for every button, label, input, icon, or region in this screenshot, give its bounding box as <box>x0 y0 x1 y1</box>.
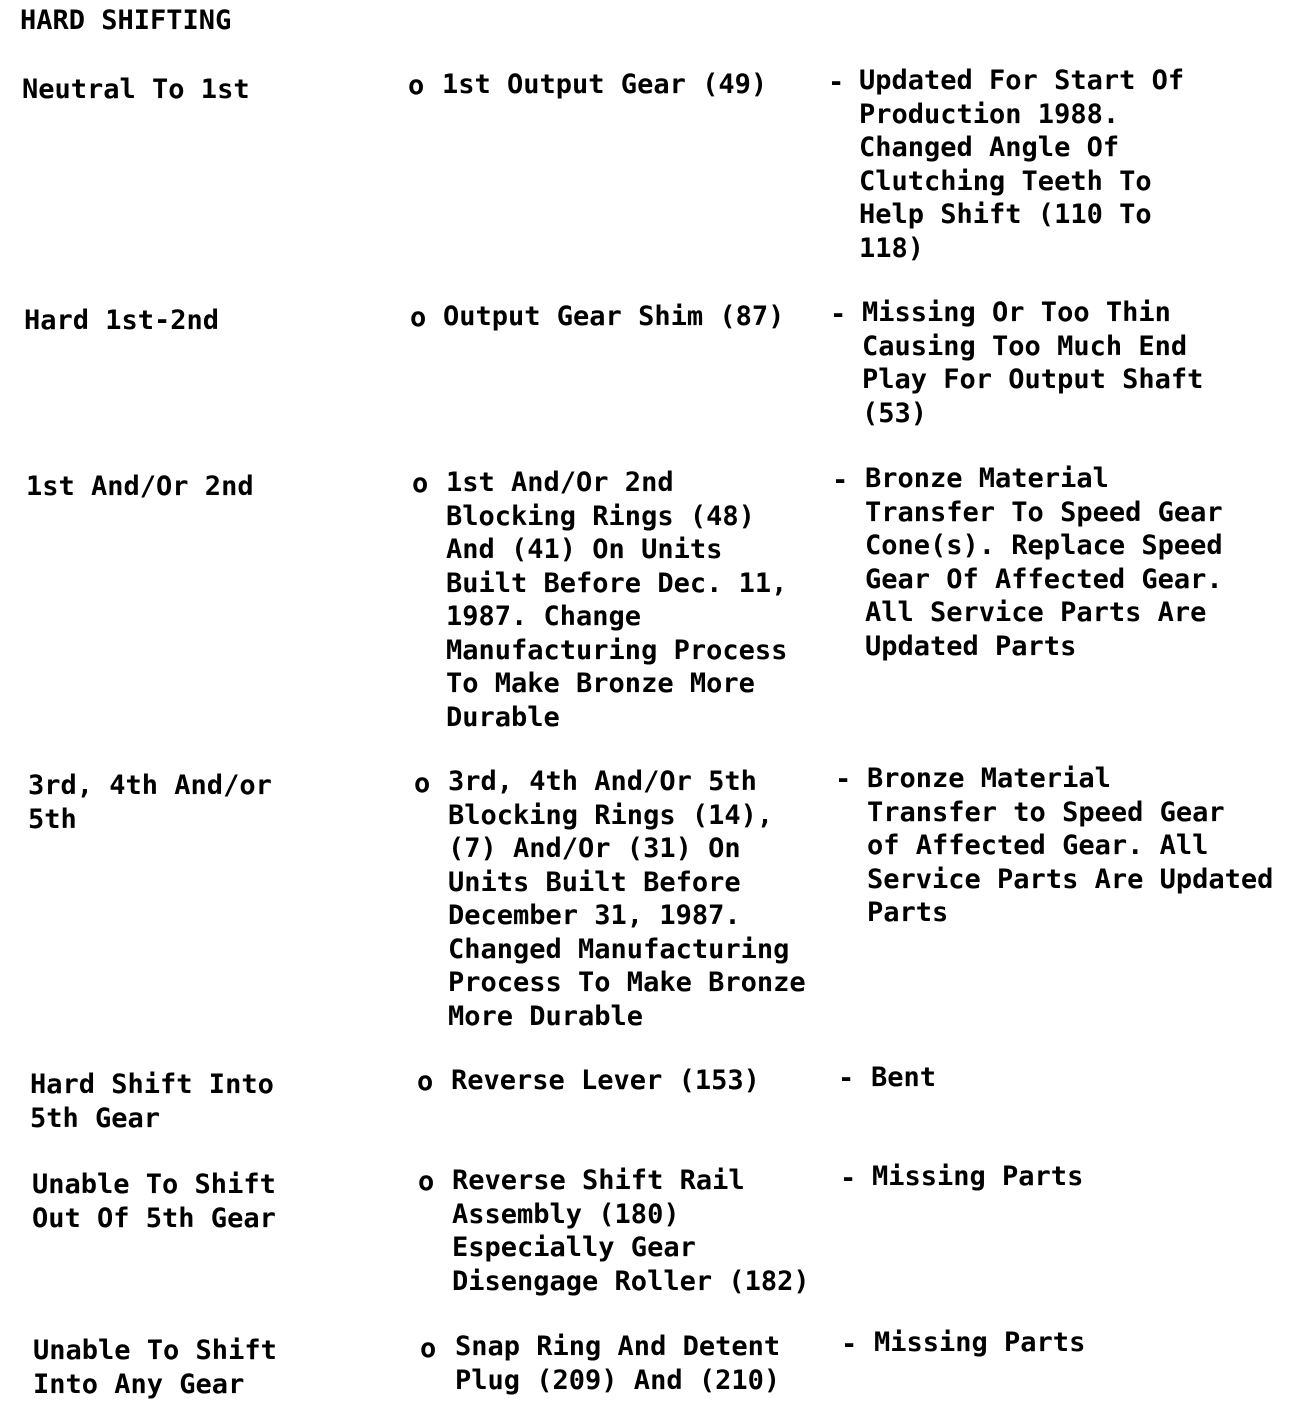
row-part: 3rd, 4th And/Or 5th Blocking Rings (14), (7) And/Or (31) On Units Built Before December 31, 1987. Changed Manufacturing Process To Make Bronze More Durable <box>448 766 806 1032</box>
row-symptom: Unable To Shift Out Of 5th Gear <box>32 1169 276 1234</box>
row-remark: Bent <box>871 1062 937 1093</box>
row-symptom: Hard 1st-2nd <box>24 305 220 336</box>
row-bullet: o <box>414 768 431 799</box>
row-remark: Bronze Material Transfer To Speed Gear Cone(s). Replace Speed Gear Of Affected Gear. All Service Parts Are Updated Parts <box>865 463 1223 662</box>
row-bullet: o <box>410 302 427 333</box>
row-dash: - <box>840 1163 857 1194</box>
row-bullet: o <box>420 1333 437 1364</box>
row-remark: Bronze Material Transfer to Speed Gear of Affected Gear. All Service Parts Are Updated Parts <box>867 763 1274 928</box>
row-dash: - <box>830 299 847 330</box>
row-symptom: Hard Shift Into 5th Gear <box>30 1069 274 1134</box>
row-bullet: o <box>412 468 429 499</box>
row-remark: Missing Parts <box>874 1327 1086 1358</box>
row-dash: - <box>828 67 845 98</box>
row-part: Snap Ring And Detent Plug (209) And (210) <box>455 1331 781 1396</box>
row-part: Reverse Lever (153) <box>451 1065 760 1096</box>
row-bullet: o <box>408 70 425 101</box>
row-remark: Missing Or Too Thin Causing Too Much End Play For Output Shaft (53) <box>862 297 1204 429</box>
row-part: 1st Output Gear (49) <box>442 69 768 100</box>
row-symptom: Unable To Shift Into Any Gear <box>33 1335 277 1400</box>
row-remark: Updated For Start Of Production 1988. Changed Angle Of Clutching Teeth To Help Shift (110 To 118) <box>859 65 1185 264</box>
row-symptom: 1st And/Or 2nd <box>26 471 254 502</box>
row-bullet: o <box>417 1066 434 1097</box>
row-symptom: 3rd, 4th And/or 5th <box>28 770 272 835</box>
row-part: Output Gear Shim (87) <box>443 301 785 332</box>
section-title: HARD SHIFTING <box>20 5 232 36</box>
row-part: 1st And/Or 2nd Blocking Rings (48) And (41) On Units Built Before Dec. 11, 1987. Change Manufacturing Process To Make Bronze More Durable <box>446 467 788 733</box>
row-dash: - <box>835 764 852 795</box>
row-symptom: Neutral To 1st <box>22 74 250 105</box>
row-dash: - <box>841 1329 858 1360</box>
row-bullet: o <box>418 1166 435 1197</box>
row-dash: - <box>832 465 849 496</box>
row-part: Reverse Shift Rail Assembly (180) Especially Gear Disengage Roller (182) <box>452 1165 810 1297</box>
row-remark: Missing Parts <box>872 1161 1084 1192</box>
row-dash: - <box>838 1063 855 1094</box>
